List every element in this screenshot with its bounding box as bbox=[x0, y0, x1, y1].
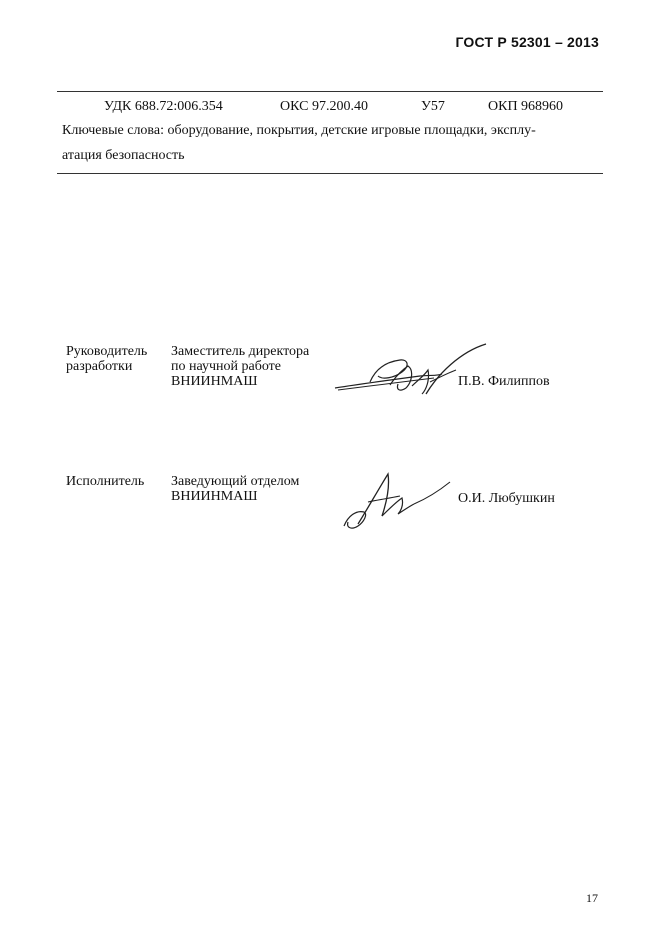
position-line: Заместитель директора bbox=[171, 344, 310, 359]
position-line: Заведующий отделом bbox=[171, 474, 300, 489]
top-rule bbox=[57, 91, 603, 92]
signer-name-2: О.И. Любушкин bbox=[458, 491, 555, 506]
bottom-rule bbox=[57, 173, 603, 174]
position-line: ВНИИНМАШ bbox=[171, 374, 258, 389]
okp-code: ОКП 968960 bbox=[488, 99, 564, 114]
signature-block-2-role bbox=[66, 474, 144, 489]
udk-code: УДК 688.72:006.354 bbox=[104, 99, 223, 114]
signer-name-1: П.В. Филиппов bbox=[458, 374, 550, 389]
position-line: по научной работе bbox=[171, 359, 281, 374]
role-line: Исполнитель bbox=[66, 474, 145, 489]
signature-block-2-position bbox=[171, 474, 299, 504]
role-line: разработки bbox=[66, 359, 133, 374]
oks-code: ОКС 97.200.40 bbox=[280, 99, 368, 114]
handwritten-signature-2 bbox=[338, 468, 453, 533]
position-line: ВНИИНМАШ bbox=[171, 489, 258, 504]
keywords-line-2: атация безопасность bbox=[62, 148, 185, 163]
signature-block-1-position bbox=[171, 344, 309, 389]
keywords-line-1: Ключевые слова: оборудование, покрытия, детские игровые площадки, эксплу- bbox=[62, 123, 536, 138]
signature-block-1-role bbox=[66, 344, 147, 374]
handwritten-signature-1 bbox=[330, 340, 490, 405]
page-number: 17 bbox=[586, 891, 598, 905]
standard-header: ГОСТ Р 52301 – 2013 bbox=[455, 34, 599, 50]
u-code: У57 bbox=[421, 99, 445, 114]
role-line: Руководитель bbox=[66, 344, 148, 359]
